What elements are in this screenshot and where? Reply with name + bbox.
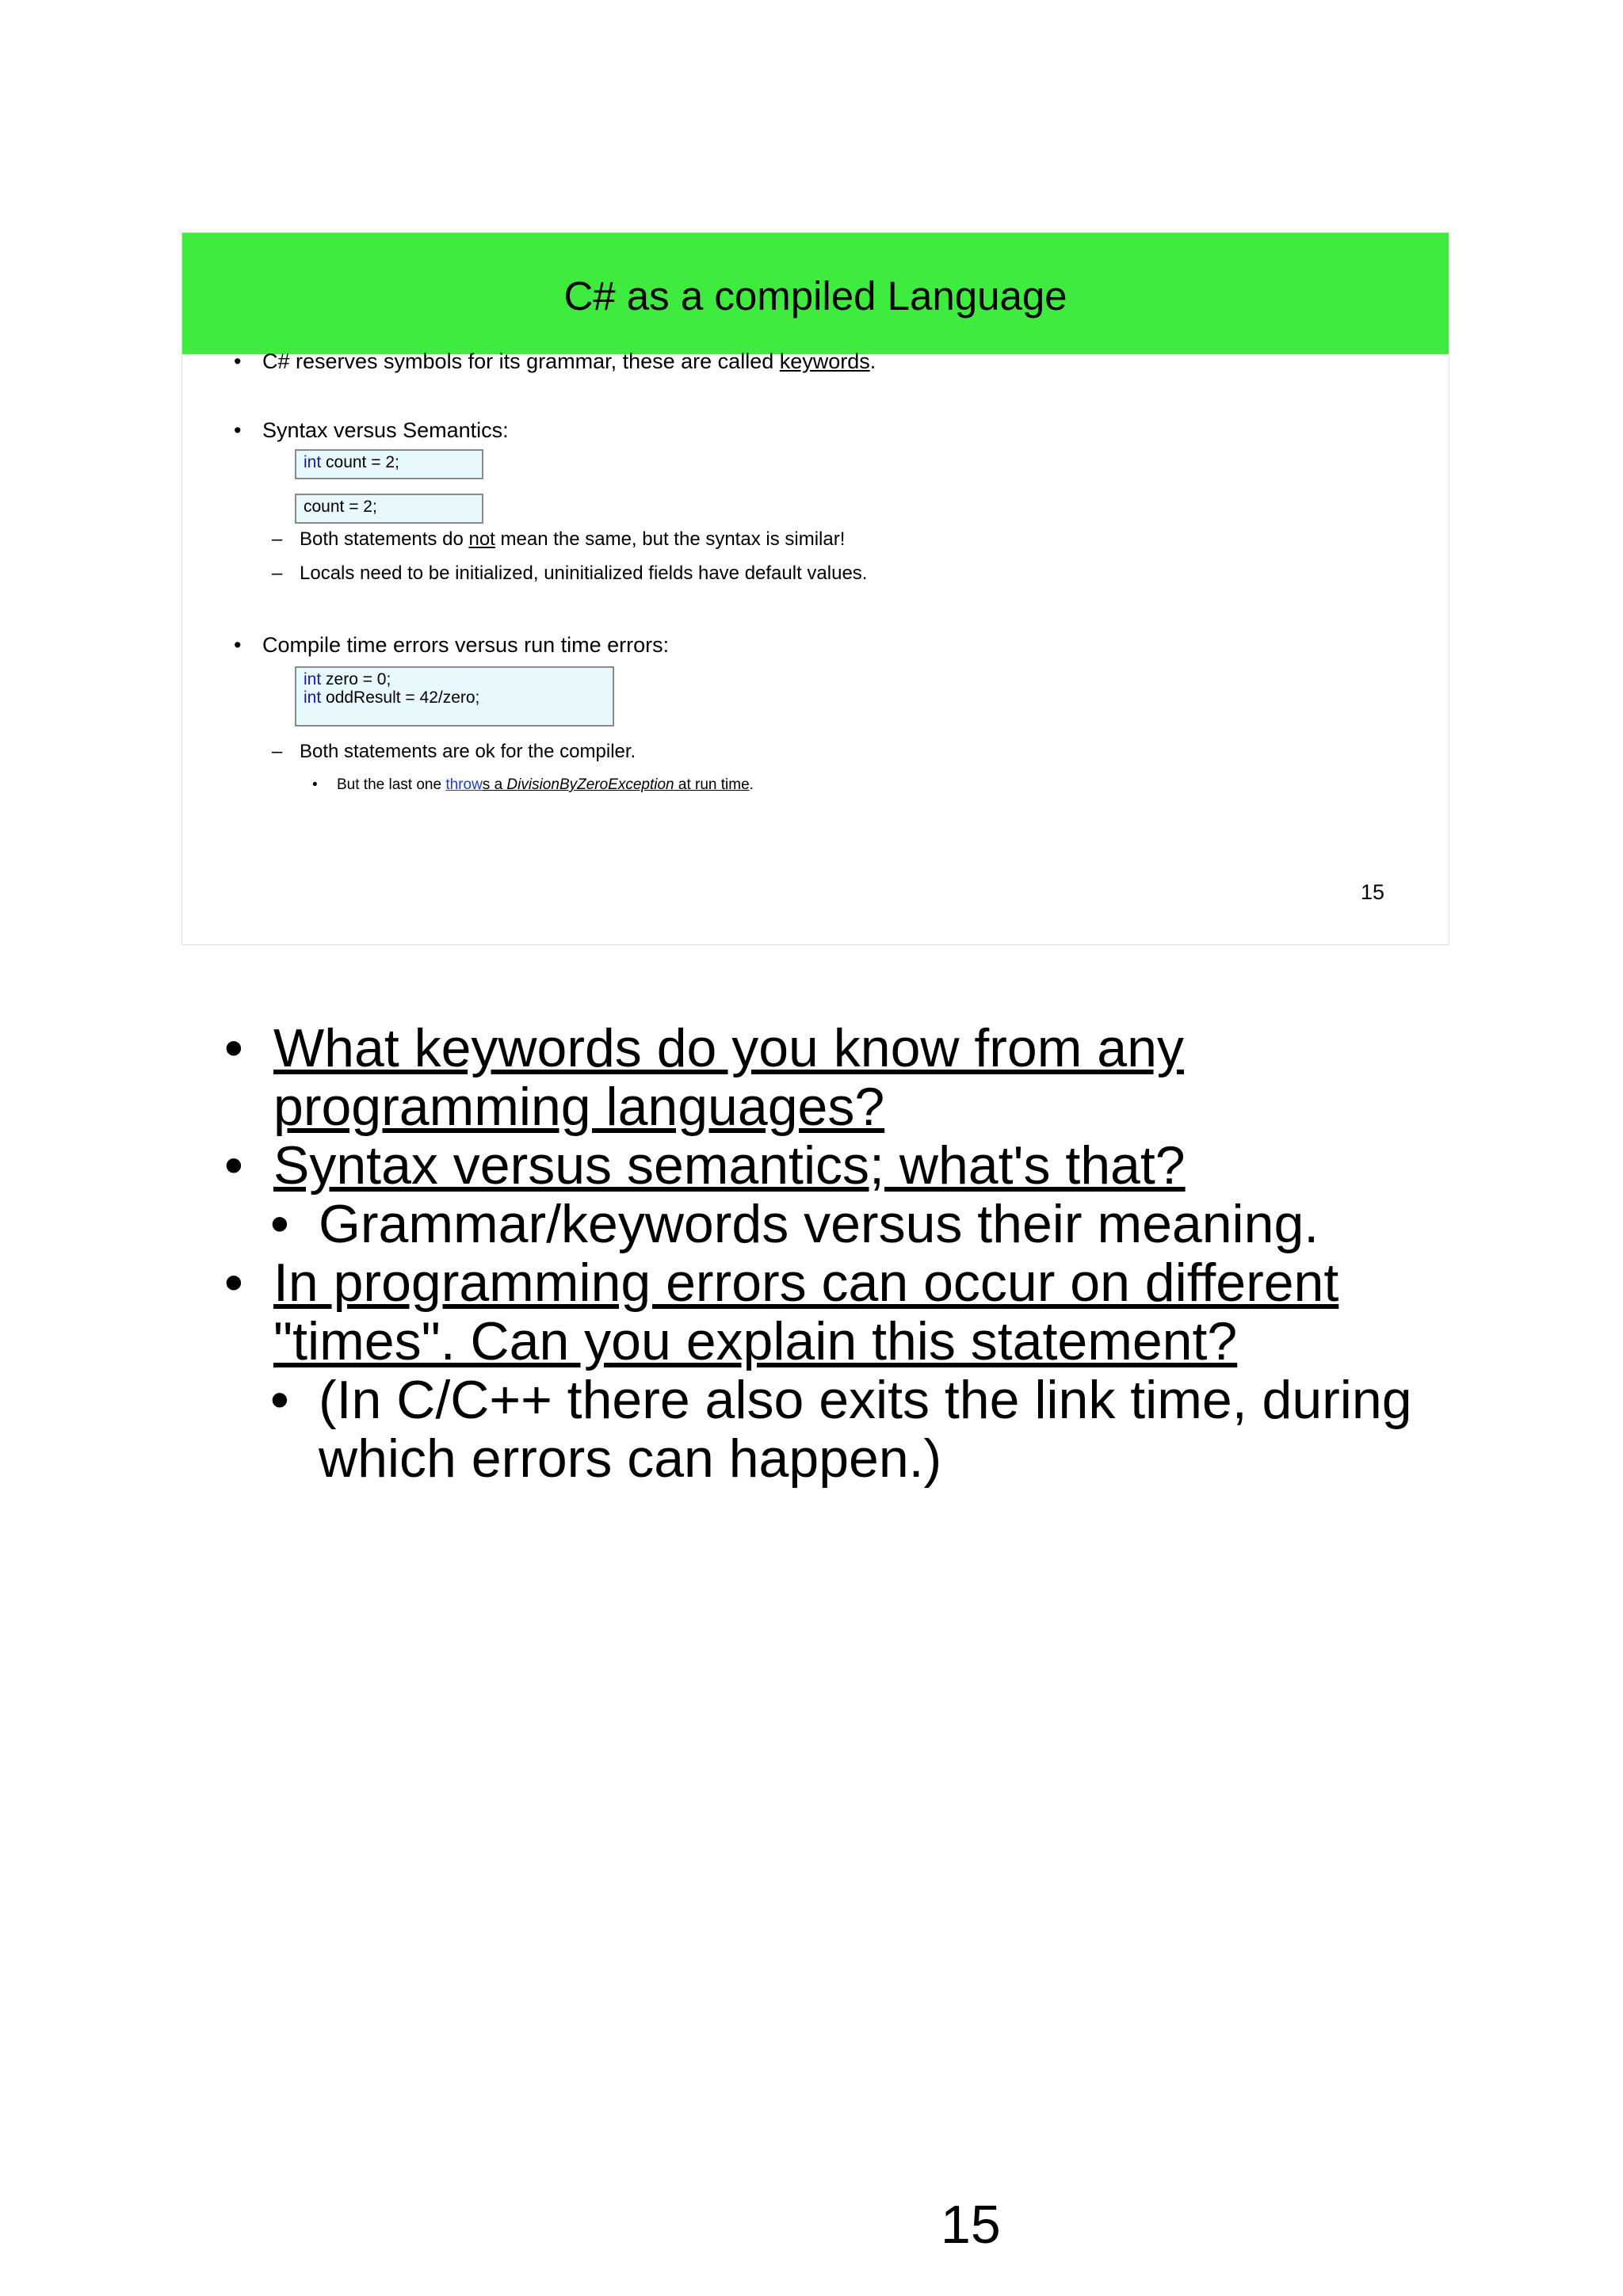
- code-box-assignment: [295, 494, 483, 524]
- bullet-dot: •: [234, 349, 242, 373]
- code-text: count = 2;: [304, 498, 377, 516]
- notes-item-keywords-line2: programming languages?: [273, 1077, 885, 1137]
- code-keyword: int: [304, 670, 322, 688]
- notes-item-errors-line2: "times". Can you explain this statement?: [273, 1311, 1238, 1371]
- bullet-dot: •: [234, 633, 242, 657]
- dash-marker: –: [272, 741, 283, 762]
- underlined-word: not: [468, 528, 495, 550]
- dash-marker: –: [272, 563, 283, 584]
- notes-bullet-dot: •: [224, 1135, 243, 1196]
- exception-name: DivisionByZeroException: [506, 776, 674, 793]
- code-box-division: [295, 666, 614, 727]
- notes-item-keywords-line1: What keywords do you know from any: [273, 1018, 1184, 1078]
- keywords-link: keywords: [779, 349, 870, 373]
- notes-item-errors-line1: In programming errors can occur on different: [273, 1253, 1339, 1313]
- slide-header: [182, 233, 1449, 354]
- slide-sub-bullet-not-same: [300, 528, 845, 551]
- bullet-text: C# reserves symbols for its grammar, these are called: [262, 349, 780, 373]
- slide-bullet-compile-time: Compile time errors versus run time errors:: [262, 633, 670, 657]
- notes-bullet-dot: •: [224, 1018, 243, 1078]
- bullet-dot: •: [312, 776, 318, 793]
- slide-bullet-keywords: [262, 349, 876, 374]
- sub-text: But the last one: [337, 776, 446, 793]
- code-box-declaration: [295, 449, 483, 479]
- code-text: zero = 0;: [321, 670, 391, 688]
- code-text: oddResult = 42/zero;: [321, 688, 480, 707]
- slide-title: C# as a compiled Language: [563, 273, 1067, 318]
- notes-bullet-dot: •: [270, 1194, 289, 1254]
- notes-bullet-dot: •: [270, 1370, 289, 1430]
- page-number: 15: [941, 2195, 1001, 2255]
- sub-text: at run time: [674, 776, 750, 793]
- notes-bullet-dot: •: [224, 1253, 243, 1313]
- code-line: [304, 670, 605, 688]
- notes-item-syntax: Syntax versus semantics; what's that?: [273, 1135, 1186, 1196]
- dash-marker: –: [272, 528, 283, 550]
- slide-subsub-bullet-exception: [337, 776, 754, 795]
- slide-bullet-syntax: Syntax versus Semantics:: [262, 418, 509, 442]
- bullet-end: .: [869, 349, 876, 373]
- code-text: count = 2;: [321, 453, 399, 471]
- sub-text: Both statements do: [300, 528, 469, 550]
- slide-sub-bullet-compiler-ok: Both statements are ok for the compiler.: [300, 741, 636, 762]
- notes-item-link-time-line1: (In C/C++ there also exits the link time, during: [319, 1370, 1412, 1430]
- slide-thumbnail: [181, 232, 1449, 945]
- sub-text: mean the same, but the syntax is similar!: [495, 528, 846, 550]
- throw-keyword-link: throw: [445, 776, 483, 793]
- slide-sub-bullet-locals: Locals need to be initialized, uninitialized fields have default values.: [300, 563, 868, 584]
- code-line: [304, 688, 605, 707]
- sub-text: s a: [482, 776, 507, 793]
- sub-text: .: [749, 776, 754, 793]
- code-keyword: int: [304, 688, 322, 707]
- code-keyword: int: [304, 453, 322, 471]
- slide-number: 15: [1361, 880, 1385, 904]
- notes-item-grammar: Grammar/keywords versus their meaning.: [319, 1194, 1319, 1254]
- notes-item-link-time-line2: which errors can happen.): [319, 1428, 942, 1489]
- bullet-dot: •: [234, 418, 242, 442]
